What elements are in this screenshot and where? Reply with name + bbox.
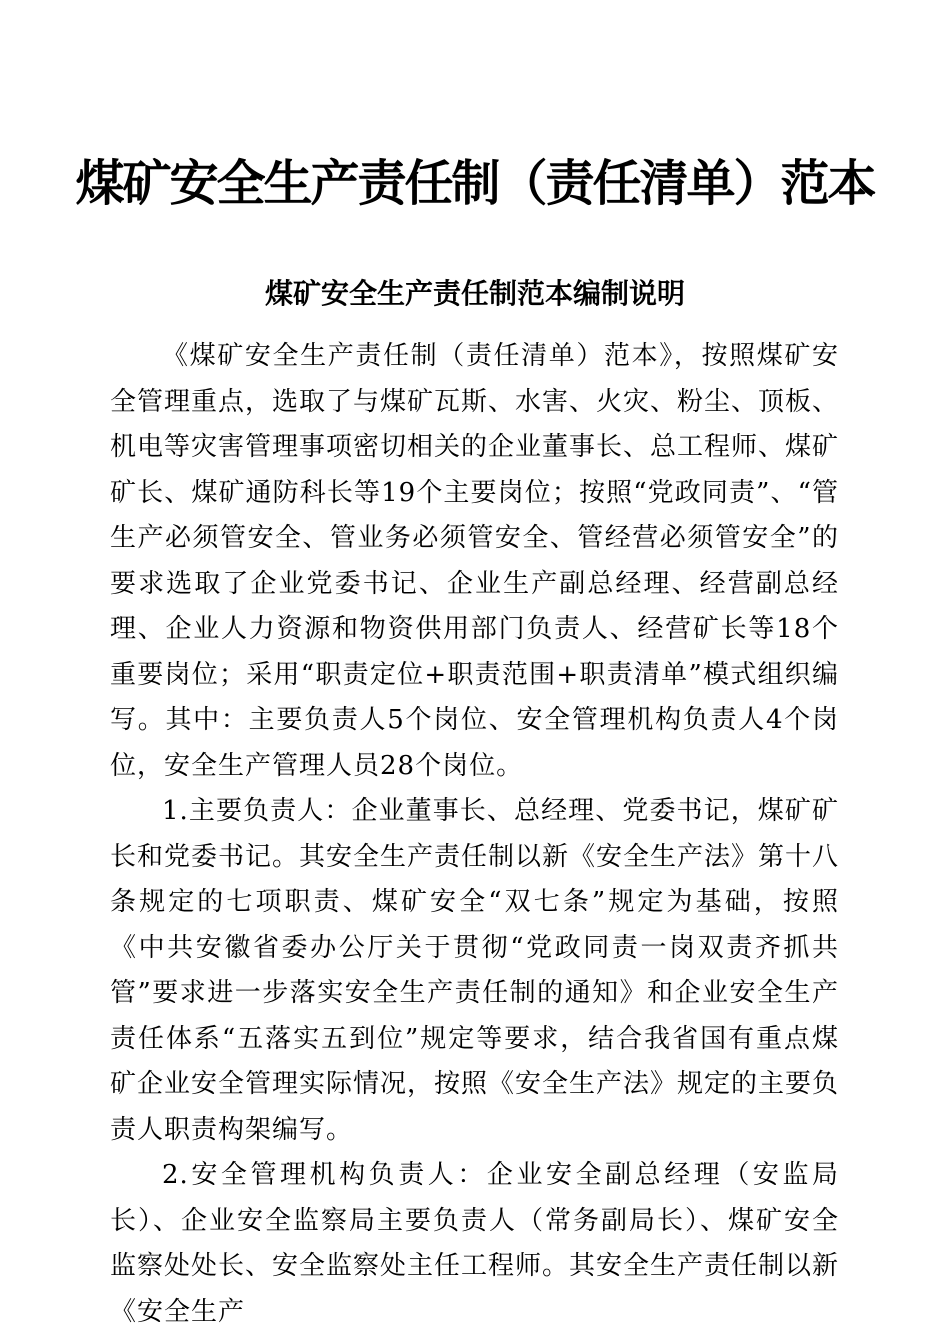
document-body [110,334,839,1335]
document-subtitle: 煤矿安全生产责任制范本编制说明 [264,277,685,310]
paragraph-safety-management: 2.安全管理机构负责人：企业安全副总经理（安监局长）、企业安全监察局主要负责人（常务副局长）、煤矿安全监察处处长、安全监察处主任工程师。其安全生产责任制以新《安全生产 [110,1160,840,1327]
document-title: 煤矿安全生产责任制（责任清单）范本 [75,155,875,212]
paragraph-main-responsible: 1.主要负责人：企业董事长、总经理、党委书记，煤矿矿长和党委书记。其安全生产责任制以新《安全生产法》第十八条规定的七项职责、煤矿安全“双七条”规定为基础，按照《中共安徽省委办公厅关于贯彻“党政同责一岗双责齐抓共管”要求进一步落实安全生产责任制的通知》和企业安全生产责任体系“五落实五到位”规定等要求，结合我省国有重点煤矿企业安全管理实际情况，按照《安全生产法》规定的主要负责人职责构架编写。 [110,796,840,1145]
paragraph-intro: 《煤矿安全生产责任制（责任清单）范本》，按照煤矿安全管理重点，选取了与煤矿瓦斯、水害、火灾、粉尘、顶板、机电等灾害管理事项密切相关的企业董事长、总工程师、煤矿矿长、煤矿通防科长等19个主要岗位；按照“党政同责”、“管生产必须管安全、管业务必须管安全、管经营必须管安全”的要求选取了企业党委书记、企业生产副总经理、经营副总经理、企业人力资源和物资供用部门负责人、经营矿长等18个重要岗位；采用“职责定位+职责范围+职责清单”模式组织编写。其中：主要负责人5个岗位、安全管理机构负责人4个岗位，安全生产管理人员28个岗位。 [110,341,840,781]
